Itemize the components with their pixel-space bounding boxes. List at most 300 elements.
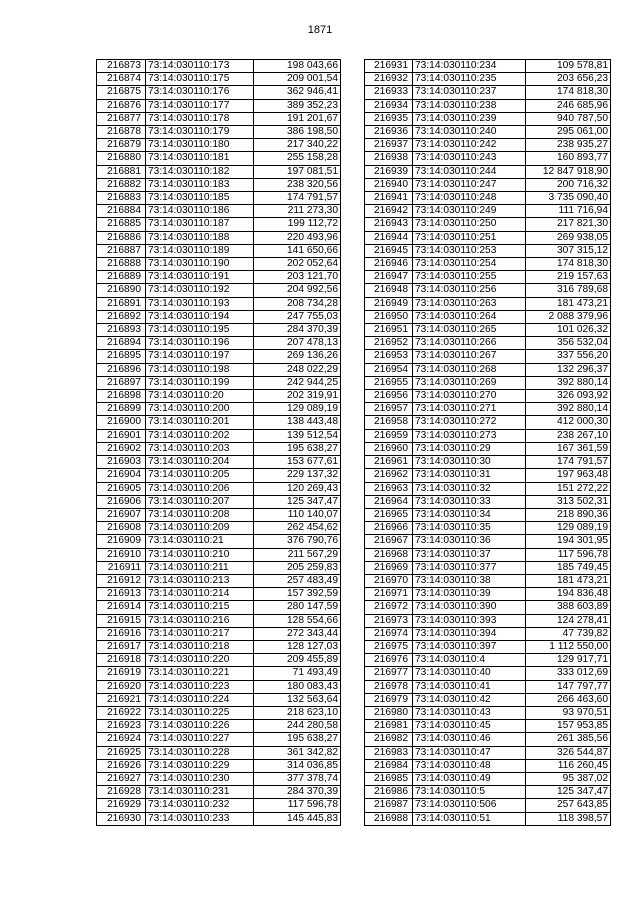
value-cell: 261 385,56: [526, 733, 611, 746]
row-number-cell: 216970: [365, 574, 413, 587]
value-cell: 242 944,25: [254, 376, 341, 389]
cadastral-number-cell: 73:14:030110:197: [146, 350, 254, 363]
row-number-cell: 216936: [365, 126, 413, 139]
value-cell: 132 563,64: [254, 693, 341, 706]
table-row: [365, 772, 611, 785]
cadastral-number-cell: 73:14:030110:224: [146, 693, 254, 706]
row-number-cell: 216967: [365, 535, 413, 548]
row-number-cell: 216974: [365, 627, 413, 640]
table-row: [365, 337, 611, 350]
value-cell: 295 061,00: [526, 126, 611, 139]
value-cell: 217 821,30: [526, 218, 611, 231]
value-cell: 326 093,92: [526, 390, 611, 403]
row-number-cell: 216980: [365, 706, 413, 719]
cadastral-number-cell: 73:14:030110:183: [146, 178, 254, 191]
value-cell: 316 789,68: [526, 284, 611, 297]
table-row: [97, 60, 341, 73]
cadastral-number-cell: 73:14:030110:209: [146, 522, 254, 535]
table-row: [97, 561, 341, 574]
row-number-cell: 216941: [365, 192, 413, 205]
row-number-cell: 216906: [97, 495, 146, 508]
value-cell: 191 201,67: [254, 112, 341, 125]
row-number-cell: 216917: [97, 640, 146, 653]
row-number-cell: 216915: [97, 614, 146, 627]
cadastral-number-cell: 73:14:030110:248: [413, 192, 526, 205]
row-number-cell: 216972: [365, 601, 413, 614]
row-number-cell: 216950: [365, 310, 413, 323]
value-cell: 118 398,57: [526, 812, 611, 825]
table-row: [97, 495, 341, 508]
cadastral-number-cell: 73:14:030110:208: [146, 508, 254, 521]
cadastral-number-cell: 73:14:030110:264: [413, 310, 526, 323]
row-number-cell: 216883: [97, 192, 146, 205]
table-row: [97, 112, 341, 125]
cadastral-number-cell: 73:14:030110:254: [413, 258, 526, 271]
row-number-cell: 216888: [97, 258, 146, 271]
row-number-cell: 216948: [365, 284, 413, 297]
table-row: [97, 812, 341, 825]
cadastral-number-cell: 73:14:030110:175: [146, 73, 254, 86]
table-row: [365, 324, 611, 337]
cadastral-number-cell: 73:14:030110:377: [413, 561, 526, 574]
table-row: [97, 574, 341, 587]
table-row: [97, 86, 341, 99]
row-number-cell: 216937: [365, 139, 413, 152]
cadastral-number-cell: 73:14:030110:190: [146, 258, 254, 271]
value-cell: 314 036,85: [254, 759, 341, 772]
cadastral-number-cell: 73:14:030110:33: [413, 495, 526, 508]
value-cell: 120 269,43: [254, 482, 341, 495]
value-cell: 195 638,27: [254, 442, 341, 455]
cadastral-number-cell: 73:14:030110:247: [413, 178, 526, 191]
cadastral-number-cell: 73:14:030110:185: [146, 192, 254, 205]
cadastral-number-cell: 73:14:030110:39: [413, 588, 526, 601]
table-row: [365, 733, 611, 746]
cadastral-number-cell: 73:14:030110:253: [413, 244, 526, 257]
value-cell: 147 797,77: [526, 680, 611, 693]
table-row: [97, 693, 341, 706]
value-cell: 238 267,10: [526, 429, 611, 442]
cadastral-number-cell: 73:14:030110:31: [413, 469, 526, 482]
cadastral-number-cell: 73:14:030110:47: [413, 746, 526, 759]
value-cell: 181 473,21: [526, 574, 611, 587]
cadastral-number-cell: 73:14:030110:263: [413, 297, 526, 310]
value-cell: 203 121,70: [254, 271, 341, 284]
row-number-cell: 216916: [97, 627, 146, 640]
value-cell: 204 992,56: [254, 284, 341, 297]
row-number-cell: 216920: [97, 680, 146, 693]
cadastral-number-cell: 73:14:030110:251: [413, 231, 526, 244]
cadastral-number-cell: 73:14:030110:256: [413, 284, 526, 297]
cadastral-number-cell: 73:14:030110:227: [146, 733, 254, 746]
table-row: [97, 588, 341, 601]
table-row: [97, 667, 341, 680]
cadastral-number-cell: 73:14:030110:216: [146, 614, 254, 627]
row-number-cell: 216905: [97, 482, 146, 495]
row-number-cell: 216947: [365, 271, 413, 284]
value-cell: 272 343,44: [254, 627, 341, 640]
cadastral-number-cell: 73:14:030110:397: [413, 640, 526, 653]
cadastral-number-cell: 73:14:030110:207: [146, 495, 254, 508]
table-row: [365, 601, 611, 614]
row-number-cell: 216893: [97, 324, 146, 337]
row-number-cell: 216986: [365, 786, 413, 799]
value-cell: 129 917,71: [526, 654, 611, 667]
cadastral-number-cell: 73:14:030110:192: [146, 284, 254, 297]
table-row: [365, 561, 611, 574]
row-number-cell: 216935: [365, 112, 413, 125]
value-cell: 197 963,48: [526, 469, 611, 482]
row-number-cell: 216895: [97, 350, 146, 363]
cadastral-number-cell: 73:14:030110:249: [413, 205, 526, 218]
row-number-cell: 216949: [365, 297, 413, 310]
value-cell: 174 791,57: [526, 456, 611, 469]
row-number-cell: 216954: [365, 363, 413, 376]
table-row: [365, 86, 611, 99]
row-number-cell: 216987: [365, 799, 413, 812]
row-number-cell: 216981: [365, 720, 413, 733]
row-number-cell: 216982: [365, 733, 413, 746]
cadastral-number-cell: 73:14:030110:45: [413, 720, 526, 733]
value-cell: 257 643,85: [526, 799, 611, 812]
row-number-cell: 216897: [97, 376, 146, 389]
value-cell: 141 650,66: [254, 244, 341, 257]
row-number-cell: 216891: [97, 297, 146, 310]
row-number-cell: 216956: [365, 390, 413, 403]
table-row: [365, 297, 611, 310]
row-number-cell: 216904: [97, 469, 146, 482]
table-row: [365, 350, 611, 363]
value-cell: 208 734,28: [254, 297, 341, 310]
table-row: [365, 522, 611, 535]
value-cell: 132 296,37: [526, 363, 611, 376]
value-cell: 238 935,27: [526, 139, 611, 152]
table-row: [97, 469, 341, 482]
cadastral-number-cell: 73:14:030110:229: [146, 759, 254, 772]
cadastral-number-cell: 73:14:030110:214: [146, 588, 254, 601]
value-cell: 71 493,49: [254, 667, 341, 680]
cadastral-number-cell: 73:14:030110:199: [146, 376, 254, 389]
value-cell: 269 938,05: [526, 231, 611, 244]
cadastral-number-cell: 73:14:030110:272: [413, 416, 526, 429]
row-number-cell: 216966: [365, 522, 413, 535]
table-row: [97, 271, 341, 284]
cadastral-number-cell: 73:14:030110:394: [413, 627, 526, 640]
table-row: [365, 284, 611, 297]
table-row: [365, 640, 611, 653]
table-row: [97, 337, 341, 350]
value-cell: 280 147,59: [254, 601, 341, 614]
table-row: [365, 205, 611, 218]
value-cell: 284 370,39: [254, 786, 341, 799]
value-cell: 388 603,89: [526, 601, 611, 614]
row-number-cell: 216876: [97, 99, 146, 112]
cadastral-number-cell: 73:14:030110:178: [146, 112, 254, 125]
row-number-cell: 216958: [365, 416, 413, 429]
cadastral-number-cell: 73:14:030110:213: [146, 574, 254, 587]
table-row: [97, 706, 341, 719]
value-cell: 197 081,51: [254, 165, 341, 178]
value-cell: 248 022,29: [254, 363, 341, 376]
table-row: [365, 667, 611, 680]
table-row: [365, 482, 611, 495]
row-number-cell: 216977: [365, 667, 413, 680]
table-row: [365, 218, 611, 231]
value-cell: 153 677,61: [254, 456, 341, 469]
table-row: [97, 640, 341, 653]
row-number-cell: 216976: [365, 654, 413, 667]
table-row: [365, 680, 611, 693]
cadastral-number-cell: 73:14:030110:221: [146, 667, 254, 680]
row-number-cell: 216942: [365, 205, 413, 218]
value-cell: 198 043,66: [254, 60, 341, 73]
table-row: [97, 205, 341, 218]
table-row: [97, 126, 341, 139]
row-number-cell: 216925: [97, 746, 146, 759]
cadastral-number-cell: 73:14:030110:205: [146, 469, 254, 482]
row-number-cell: 216911: [97, 561, 146, 574]
row-number-cell: 216984: [365, 759, 413, 772]
value-cell: 356 532,04: [526, 337, 611, 350]
row-number-cell: 216875: [97, 86, 146, 99]
cadastral-number-cell: 73:14:030110:266: [413, 337, 526, 350]
cadastral-number-cell: 73:14:030110:20: [146, 390, 254, 403]
row-number-cell: 216919: [97, 667, 146, 680]
cadastral-number-cell: 73:14:030110:34: [413, 508, 526, 521]
table-row: [365, 73, 611, 86]
table-row: [365, 152, 611, 165]
value-cell: 389 352,23: [254, 99, 341, 112]
value-cell: 246 685,96: [526, 99, 611, 112]
table-row: [97, 258, 341, 271]
value-cell: 202 319,91: [254, 390, 341, 403]
row-number-cell: 216952: [365, 337, 413, 350]
registry-table-right: [364, 59, 611, 826]
cadastral-number-cell: 73:14:030110:200: [146, 403, 254, 416]
value-cell: 313 502,31: [526, 495, 611, 508]
value-cell: 377 378,74: [254, 772, 341, 785]
row-number-cell: 216944: [365, 231, 413, 244]
row-number-cell: 216979: [365, 693, 413, 706]
cadastral-number-cell: 73:14:030110:206: [146, 482, 254, 495]
value-cell: 145 445,83: [254, 812, 341, 825]
table-row: [97, 508, 341, 521]
row-number-cell: 216899: [97, 403, 146, 416]
value-cell: 174 818,30: [526, 86, 611, 99]
row-number-cell: 216901: [97, 429, 146, 442]
cadastral-number-cell: 73:14:030110:194: [146, 310, 254, 323]
cadastral-number-cell: 73:14:030110:235: [413, 73, 526, 86]
row-number-cell: 216959: [365, 429, 413, 442]
row-number-cell: 216963: [365, 482, 413, 495]
value-cell: 209 001,54: [254, 73, 341, 86]
cadastral-number-cell: 73:14:030110:30: [413, 456, 526, 469]
value-cell: 129 089,19: [526, 522, 611, 535]
page-number: 1871: [307, 24, 333, 36]
cadastral-number-cell: 73:14:030110:231: [146, 786, 254, 799]
cadastral-number-cell: 73:14:030110:32: [413, 482, 526, 495]
row-number-cell: 216900: [97, 416, 146, 429]
value-cell: 199 112,72: [254, 218, 341, 231]
row-number-cell: 216951: [365, 324, 413, 337]
cadastral-number-cell: 73:14:030110:237: [413, 86, 526, 99]
value-cell: 220 493,96: [254, 231, 341, 244]
table-row: [97, 482, 341, 495]
value-cell: 255 158,28: [254, 152, 341, 165]
row-number-cell: 216873: [97, 60, 146, 73]
table-row: [97, 799, 341, 812]
cadastral-number-cell: 73:14:030110:238: [413, 99, 526, 112]
table-row: [97, 522, 341, 535]
cadastral-number-cell: 73:14:030110:223: [146, 680, 254, 693]
row-number-cell: 216960: [365, 442, 413, 455]
cadastral-number-cell: 73:14:030110:230: [146, 772, 254, 785]
value-cell: 125 347,47: [526, 786, 611, 799]
row-number-cell: 216957: [365, 403, 413, 416]
table-row: [365, 390, 611, 403]
row-number-cell: 216908: [97, 522, 146, 535]
table-row: [365, 759, 611, 772]
value-cell: 203 656,23: [526, 73, 611, 86]
table-row: [365, 720, 611, 733]
value-cell: 194 836,48: [526, 588, 611, 601]
value-cell: 3 735 090,40: [526, 192, 611, 205]
cadastral-number-cell: 73:14:030110:198: [146, 363, 254, 376]
cadastral-number-cell: 73:14:030110:189: [146, 244, 254, 257]
table-row: [97, 720, 341, 733]
cadastral-number-cell: 73:14:030110:48: [413, 759, 526, 772]
table-row: [97, 324, 341, 337]
cadastral-number-cell: 73:14:030110:232: [146, 799, 254, 812]
cadastral-number-cell: 73:14:030110:242: [413, 139, 526, 152]
table-row: [365, 192, 611, 205]
cadastral-number-cell: 73:14:030110:196: [146, 337, 254, 350]
value-cell: 138 443,48: [254, 416, 341, 429]
value-cell: 386 198,50: [254, 126, 341, 139]
registry-table-left: [96, 59, 341, 826]
cadastral-number-cell: 73:14:030110:265: [413, 324, 526, 337]
table-row: [365, 178, 611, 191]
row-number-cell: 216934: [365, 99, 413, 112]
cadastral-number-cell: 73:14:030110:4: [413, 654, 526, 667]
row-number-cell: 216965: [365, 508, 413, 521]
table-row: [97, 244, 341, 257]
table-row: [365, 165, 611, 178]
value-cell: 257 483,49: [254, 574, 341, 587]
row-number-cell: 216879: [97, 139, 146, 152]
table-row: [365, 258, 611, 271]
row-number-cell: 216910: [97, 548, 146, 561]
row-number-cell: 216988: [365, 812, 413, 825]
row-number-cell: 216881: [97, 165, 146, 178]
value-cell: 326 544,87: [526, 746, 611, 759]
row-number-cell: 216898: [97, 390, 146, 403]
value-cell: 194 301,95: [526, 535, 611, 548]
row-number-cell: 216985: [365, 772, 413, 785]
row-number-cell: 216896: [97, 363, 146, 376]
cadastral-number-cell: 73:14:030110:193: [146, 297, 254, 310]
row-number-cell: 216945: [365, 244, 413, 257]
table-row: [97, 363, 341, 376]
cadastral-number-cell: 73:14:030110:271: [413, 403, 526, 416]
value-cell: 117 596,78: [254, 799, 341, 812]
table-row: [365, 310, 611, 323]
row-number-cell: 216975: [365, 640, 413, 653]
cadastral-number-cell: 73:14:030110:21: [146, 535, 254, 548]
row-number-cell: 216914: [97, 601, 146, 614]
table-row: [365, 139, 611, 152]
table-row: [365, 654, 611, 667]
value-cell: 218 623,10: [254, 706, 341, 719]
table-row: [97, 165, 341, 178]
table-row: [97, 350, 341, 363]
cadastral-number-cell: 73:14:030110:239: [413, 112, 526, 125]
value-cell: 269 136,26: [254, 350, 341, 363]
table-row: [365, 574, 611, 587]
value-cell: 200 716,32: [526, 178, 611, 191]
table-row: [97, 376, 341, 389]
table-row: [365, 376, 611, 389]
cadastral-number-cell: 73:14:030110:218: [146, 640, 254, 653]
row-number-cell: 216983: [365, 746, 413, 759]
row-number-cell: 216962: [365, 469, 413, 482]
cadastral-number-cell: 73:14:030110:179: [146, 126, 254, 139]
value-cell: 262 454,62: [254, 522, 341, 535]
row-number-cell: 216932: [365, 73, 413, 86]
cadastral-number-cell: 73:14:030110:269: [413, 376, 526, 389]
table-row: [97, 73, 341, 86]
cadastral-number-cell: 73:14:030110:180: [146, 139, 254, 152]
table-row: [97, 284, 341, 297]
cadastral-number-cell: 73:14:030110:37: [413, 548, 526, 561]
row-number-cell: 216907: [97, 508, 146, 521]
value-cell: 307 315,12: [526, 244, 611, 257]
table-row: [365, 112, 611, 125]
value-cell: 362 946,41: [254, 86, 341, 99]
value-cell: 174 791,57: [254, 192, 341, 205]
cadastral-number-cell: 73:14:030110:195: [146, 324, 254, 337]
value-cell: 211 567,29: [254, 548, 341, 561]
cadastral-number-cell: 73:14:030110:217: [146, 627, 254, 640]
row-number-cell: 216909: [97, 535, 146, 548]
table-row: [97, 601, 341, 614]
table-row: [365, 456, 611, 469]
cadastral-number-cell: 73:14:030110:244: [413, 165, 526, 178]
row-number-cell: 216940: [365, 178, 413, 191]
row-number-cell: 216968: [365, 548, 413, 561]
cadastral-number-cell: 73:14:030110:186: [146, 205, 254, 218]
row-number-cell: 216902: [97, 442, 146, 455]
value-cell: 174 818,30: [526, 258, 611, 271]
row-number-cell: 216903: [97, 456, 146, 469]
value-cell: 412 000,30: [526, 416, 611, 429]
cadastral-number-cell: 73:14:030110:42: [413, 693, 526, 706]
cadastral-number-cell: 73:14:030110:234: [413, 60, 526, 73]
value-cell: 109 578,81: [526, 60, 611, 73]
value-cell: 160 893,77: [526, 152, 611, 165]
value-cell: 284 370,39: [254, 324, 341, 337]
cadastral-number-cell: 73:14:030110:29: [413, 442, 526, 455]
row-number-cell: 216918: [97, 654, 146, 667]
row-number-cell: 216885: [97, 218, 146, 231]
table-row: [365, 469, 611, 482]
table-row: [97, 456, 341, 469]
row-number-cell: 216921: [97, 693, 146, 706]
cadastral-number-cell: 73:14:030110:255: [413, 271, 526, 284]
table-row: [97, 548, 341, 561]
value-cell: 211 273,30: [254, 205, 341, 218]
cadastral-number-cell: 73:14:030110:187: [146, 218, 254, 231]
